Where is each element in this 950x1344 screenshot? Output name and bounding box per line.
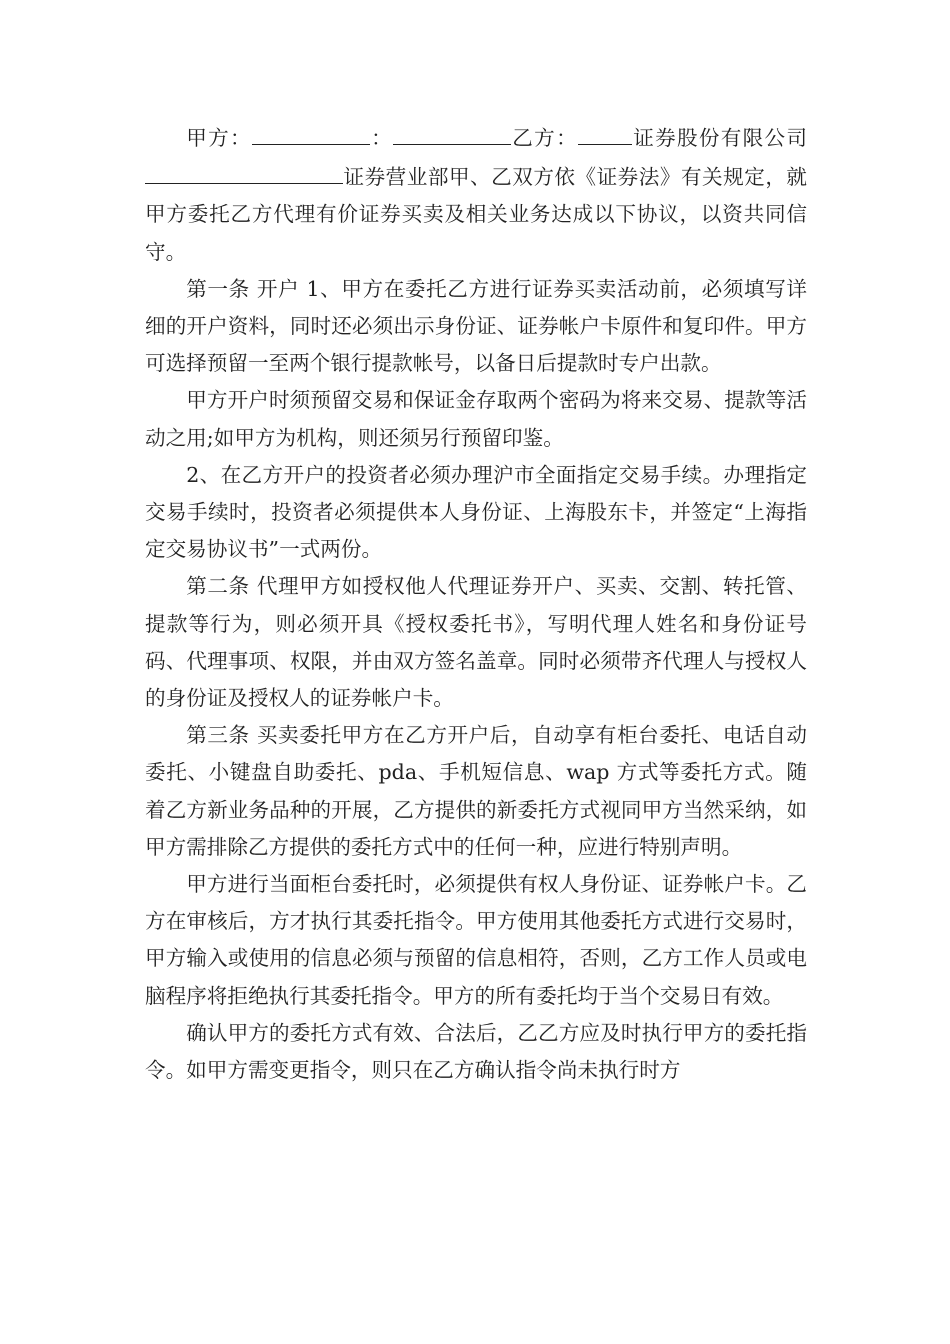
paragraph-article-1: 第一条 开户 1、甲方在委托乙方进行证券买卖活动前，必须填写详细的开户资料，同时还必须出示身份证、证券帐户卡原件和复印件。甲方可选择预留一至两个银行提款帐号，以备日后提款时专户出款。 [145,276,807,376]
paragraph-designated-trading: 2、在乙方开户的投资者必须办理沪市全面指定交易手续。办理指定交易手续时，投资者必须提供本人身份证、上海股东卡，并签定“上海指定交易协议书”一式两份。 [145,462,807,562]
paragraph-article-3: 第三条 买卖委托甲方在乙方开户后，自动享有柜台委托、电话自动委托、小键盘自助委托、pda、手机短信息、wap 方式等委托方式。随着乙方新业务品种的开展，乙方提供的新委托方式视同甲方当然采纳，如甲方需排除乙方提供的委托方式中的任何一种，应进行特别声明。 [145,723,807,859]
header-paragraph [145,118,807,271]
party-a-label: 甲方： [186,126,252,150]
department-suffix: 证券营业部甲、乙双方依《证券法》有关规定，就甲方委托乙方代理有价证券买卖及相关业务达成以下协议，以资共同信守。 [145,165,807,264]
department-blank [145,157,343,184]
party-b-label: 乙方： [511,126,578,150]
party-a-blank [252,118,370,145]
party-a-blank-2 [393,118,511,145]
colon: ： [369,126,394,150]
paragraph-confirm-entrust: 确认甲方的委托方式有效、合法后，乙乙方应及时执行甲方的委托指令。如甲方需变更指令，则只在乙方确认指令尚未执行时方 [145,1020,807,1083]
paragraph-password: 甲方开户时须预留交易和保证金存取两个密码为将来交易、提款等活动之用;如甲方为机构，则还须另行预留印鉴。 [145,388,807,450]
document-body [145,118,807,1089]
paragraph-counter-entrust: 甲方进行当面柜台委托时，必须提供有权人身份证、证券帐户卡。乙方在审核后，方才执行其委托指令。甲方使用其他委托方式进行交易时，甲方输入或使用的信息必须与预留的信息相符，否则，乙方工作人员或电脑程序将拒绝执行其委托指令。甲方的所有委托均于当个交易日有效。 [145,872,807,1008]
company-suffix: 证券股份有限公司 [631,126,808,150]
paragraph-article-2: 第二条 代理甲方如授权他人代理证券开户、买卖、交割、转托管、提款等行为，则必须开具《授权委托书》，写明代理人姓名和身份证号码、代理事项、权限，并由双方签名盖章。同时必须带齐代理人与授权人的身份证及授权人的证券帐户卡。 [145,574,807,711]
company-name-blank [578,118,632,145]
